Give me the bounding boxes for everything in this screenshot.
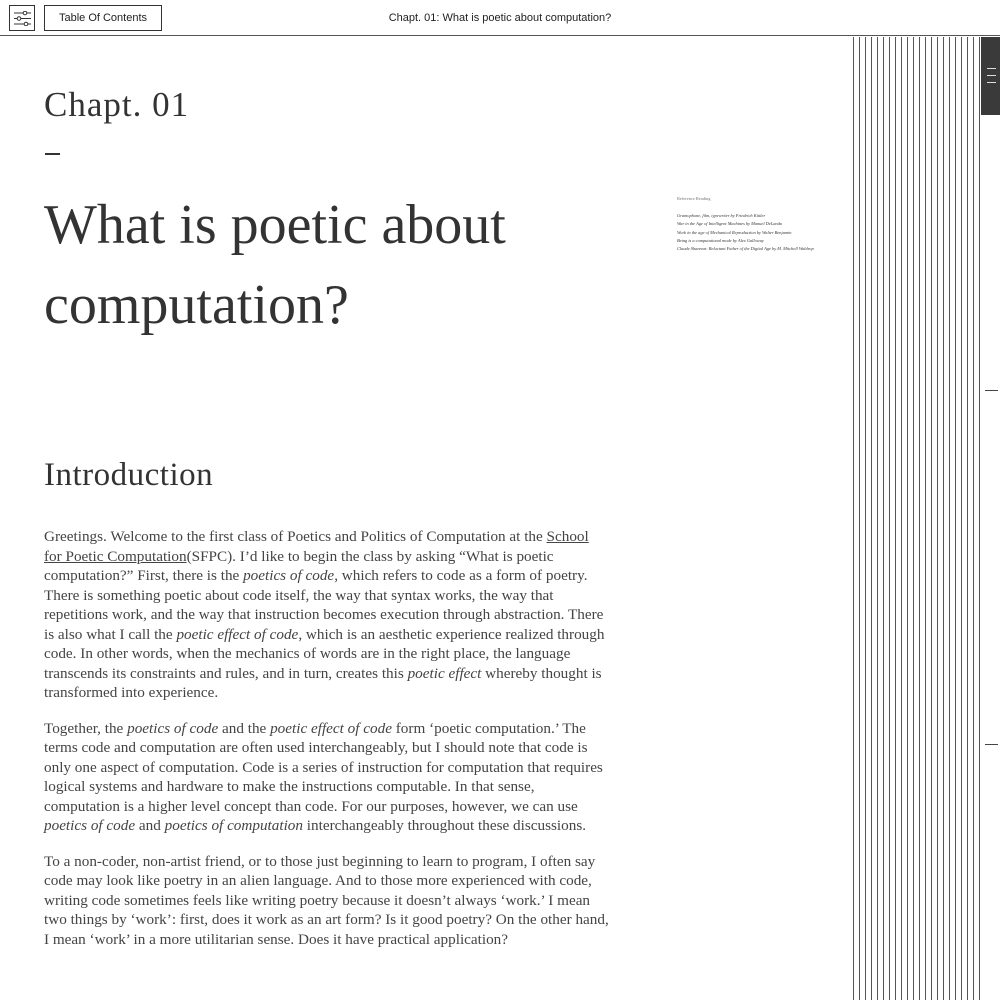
reference-reading-sidenote: [677, 195, 837, 253]
text: form ‘poetic computation.’ The terms code and computation are often used interchangeably, but I should note that code is only one aspect of computation. Code is a series of instruction for computation that requires logical systems and hardware to make the instructions computable. In that sense, computation is a higher level concept than code. For our purposes, however, we can use: [44, 719, 603, 815]
reference-item[interactable]: Gramophone, film, typewriter by Friedrich Kittler: [677, 213, 766, 219]
sidenote-heading: Reference Reading: [677, 196, 711, 201]
reference-item[interactable]: Claude Shannon: Reluctant Father of the Digital Age by M. Mitchell Waldrop: [677, 246, 814, 252]
text: interchangeably throughout these discussions.: [303, 817, 587, 834]
table-of-contents-button[interactable]: Table Of Contents: [44, 5, 162, 31]
emphasis: poetics of computation: [164, 817, 303, 834]
chapter-number: Chapt. 01: [44, 85, 190, 124]
reference-item[interactable]: Being is a computational mode by Alex Galloway: [677, 237, 764, 243]
paragraph-3: To a non-coder, non-artist friend, or to those just beginning to learn to program, I often say code may look like poetry in an alien language. And to those more experienced with code, writing code sometimes feels like writing poetry because it doesn’t always ‘work.’ I mean two things by ‘work’: first, does it work as an art form? Is it good poetry? On the other hand, I mean ‘work’ in a more utilitarian sense. Does it have practical application?: [44, 852, 609, 948]
page-title: Chapt. 01: What is poetic about computation?: [388, 12, 612, 24]
text: , which refers to code as a form of poetry. There is something poetic about code itself, the way that syntax works, the way that repetitions work, and the way that instruction becomes execution through abstraction. There is also what I call the: [44, 567, 604, 643]
reference-item[interactable]: War in the Age of Intelligent Machines by Manuel DeLanda: [677, 221, 782, 227]
menu-button[interactable]: [9, 5, 35, 31]
sliders-icon: [14, 11, 31, 26]
top-bar: [0, 0, 1000, 36]
paragraph-2: [44, 719, 609, 836]
text: (SFPC). I’d like to begin the class by asking “What is poetic computation?” First, there is the: [44, 547, 554, 584]
chapter-scrollbar[interactable]: [981, 37, 1000, 1000]
section-marker[interactable]: [985, 744, 998, 745]
sfpc-link[interactable]: School for Poetic Computation: [44, 528, 589, 565]
emphasis: poetics of code: [44, 817, 136, 834]
emphasis: poetics of code: [243, 567, 335, 584]
emphasis: poetics of code: [127, 719, 219, 737]
emphasis: poetic effect of code: [176, 625, 299, 643]
chapter-title: What is poetic about computation?: [44, 194, 506, 336]
body-text: [44, 527, 609, 965]
decorative-stripes: [853, 37, 983, 1000]
reference-item[interactable]: Work in the age of Mechanical Reproduction by Walter Benjamin: [677, 229, 792, 235]
section-heading-introduction: Introduction: [44, 457, 214, 493]
paragraph-1: [44, 527, 609, 703]
text: whereby thought is transformed into experience.: [44, 664, 602, 701]
text: Greetings. Welcome to the first class of Poetics and Politics of Computation at the: [44, 528, 547, 545]
emphasis: poetic effect: [407, 664, 482, 682]
text: and the: [218, 719, 271, 737]
chapter-divider: [45, 153, 60, 155]
scroll-thumb[interactable]: [981, 37, 1000, 115]
text: and: [135, 817, 165, 834]
text: Together, the: [44, 719, 128, 737]
section-marker[interactable]: [985, 390, 998, 391]
emphasis: poetic effect of code: [270, 719, 392, 737]
text: , which is an aesthetic experience realized through code. In other words, when the mechanics of words are in the right place, the language transcends its constraints and rules, and in turn, creates this: [44, 625, 605, 682]
